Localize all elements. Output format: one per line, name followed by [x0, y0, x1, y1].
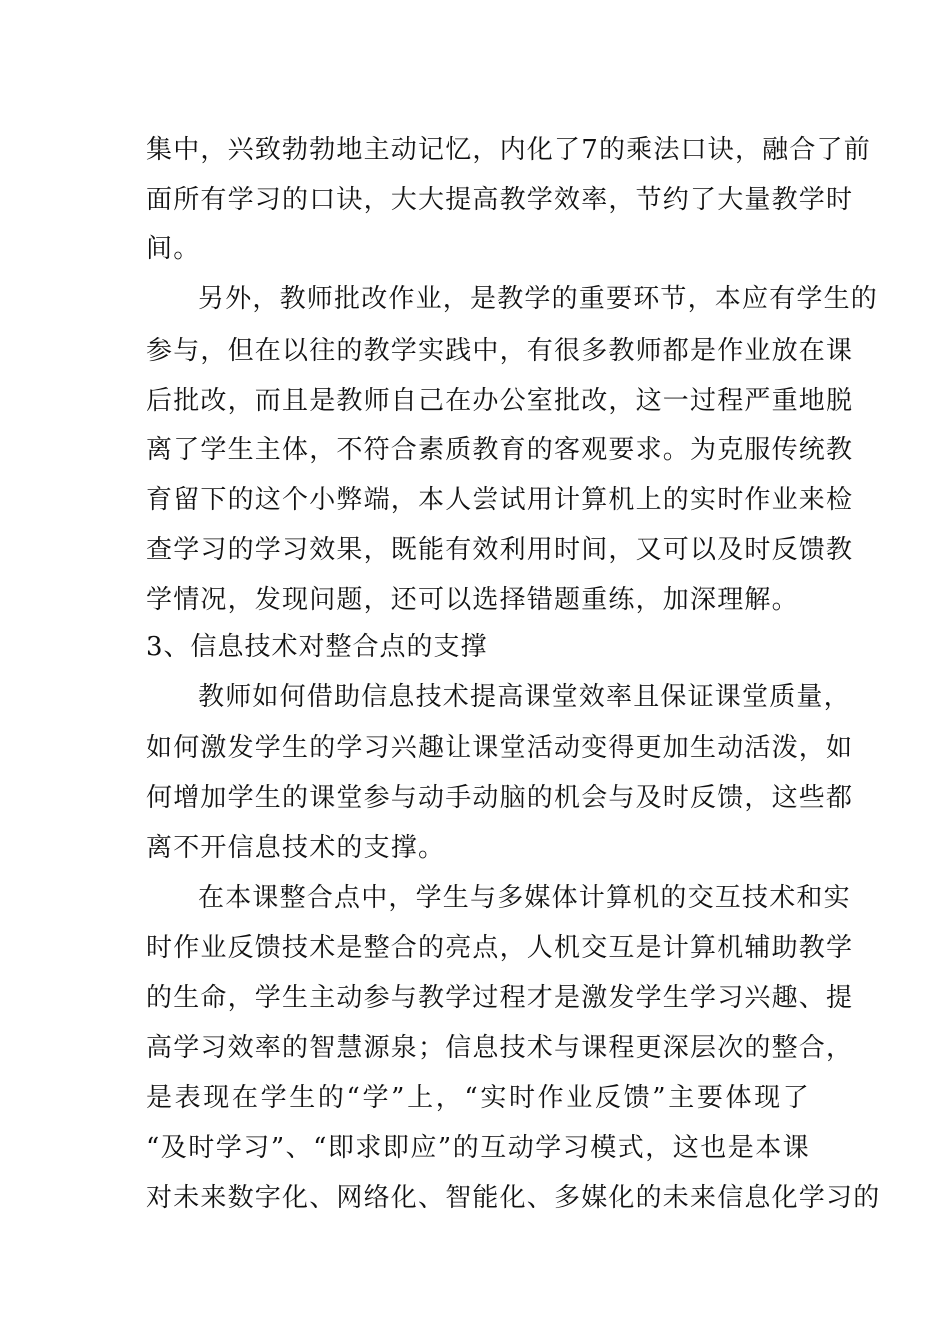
paragraph-line: 何增加学生的课堂参与动手动脑的机会与及时反馈，这些都	[146, 783, 854, 813]
paragraph-line: 育留下的这个小弊端，本人尝试用计算机上的实时作业来检	[146, 485, 854, 515]
paragraph-line: 如何激发学生的学习兴趣让课堂活动变得更加生动活泼，如	[146, 733, 854, 763]
paragraph-line: 教师如何借助信息技术提高课堂效率且保证课堂质量，	[198, 682, 851, 712]
paragraph-line: 学情况，发现问题，还可以选择错题重练，加深理解。	[146, 585, 799, 615]
paragraph-line: 对未来数字化、网络化、智能化、多媒化的未来信息化学习的	[146, 1183, 881, 1213]
paragraph-line: 是表现在学生的“学”上，“实时作业反馈”主要体现了	[146, 1083, 810, 1113]
paragraph-line: 时作业反馈技术是整合的亮点，人机交互是计算机辅助教学	[146, 933, 854, 963]
paragraph-line: 后批改，而且是教师自己在办公室批改，这一过程严重地脱	[146, 386, 854, 416]
paragraph-line: 集中，兴致勃勃地主动记忆，内化了7的乘法口诀，融合了前	[146, 135, 871, 165]
paragraph-line: 离了学生主体，不符合素质教育的客观要求。为克服传统教	[146, 435, 854, 465]
paragraph-line: 间。	[146, 234, 201, 264]
section-heading: 3、信息技术对整合点的支撑	[146, 632, 488, 662]
paragraph-line: “及时学习”、“即求即应”的互动学习模式，这也是本课	[146, 1133, 810, 1163]
paragraph-line: 在本课整合点中，学生与多媒体计算机的交互技术和实	[198, 883, 851, 913]
paragraph-line: 高学习效率的智慧源泉；信息技术与课程更深层次的整合，	[146, 1033, 854, 1063]
paragraph-line: 另外，教师批改作业，是教学的重要环节，本应有学生的	[198, 284, 879, 314]
paragraph-line: 的生命，学生主动参与教学过程才是激发学生学习兴趣、提	[146, 983, 854, 1013]
paragraph-line: 参与，但在以往的教学实践中，有很多教师都是作业放在课	[146, 336, 854, 366]
paragraph-line: 离不开信息技术的支撑。	[146, 833, 446, 863]
paragraph-line: 查学习的学习效果，既能有效利用时间，又可以及时反馈教	[146, 535, 854, 565]
paragraph-line: 面所有学习的口诀，大大提高教学效率，节约了大量教学时	[146, 185, 854, 215]
